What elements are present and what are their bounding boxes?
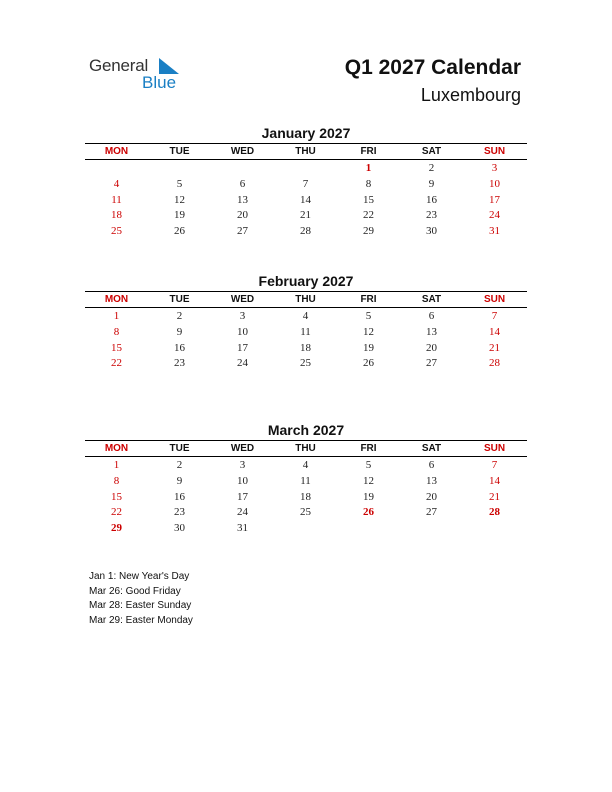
day-cell: 16: [174, 490, 185, 503]
day-cell: 31: [489, 225, 500, 238]
day-cell: 10: [237, 474, 248, 487]
generalblue-logo: [89, 56, 189, 96]
day-cell: 19: [363, 341, 374, 354]
day-cell: 2: [176, 459, 183, 471]
weekday-label: SUN: [483, 294, 506, 305]
weekday-label: FRI: [360, 146, 377, 157]
day-cell: 21: [489, 490, 500, 503]
day-cell: 25: [111, 225, 122, 238]
day-cell: 22: [111, 506, 122, 519]
weekday-label: WED: [230, 294, 255, 305]
day-cell: 7: [491, 459, 498, 471]
day-cell: 16: [426, 193, 437, 206]
day-cell: 2: [428, 162, 435, 174]
day-cell: 10: [237, 325, 248, 338]
month-february: [85, 272, 527, 372]
day-cell: 2: [176, 310, 183, 322]
weekday-label: TUE: [169, 443, 190, 454]
empty-day-cell: [274, 521, 337, 537]
day-cell: 26: [363, 357, 374, 370]
day-cell: 5: [176, 177, 183, 190]
day-cell: 18: [300, 490, 311, 503]
week-row: [85, 309, 527, 325]
day-cell: 26: [363, 506, 374, 519]
day-cell: 12: [174, 193, 185, 206]
day-cell: 14: [489, 474, 500, 487]
day-cell: 13: [426, 474, 437, 487]
weekday-label: SUN: [483, 443, 506, 454]
weekday-header: [85, 291, 527, 308]
empty-day-cell: [148, 161, 211, 177]
day-cell: 21: [489, 341, 500, 354]
weekday-label: SAT: [421, 146, 442, 157]
weekday-label: WED: [230, 443, 255, 454]
day-cell: 24: [237, 506, 248, 519]
day-cell: 3: [491, 162, 498, 174]
day-cell: 27: [237, 225, 248, 238]
day-cell: 29: [363, 225, 374, 238]
holiday-note: Mar 26: Good Friday: [89, 585, 181, 597]
day-cell: 6: [428, 459, 435, 471]
weekday-label: MON: [104, 294, 129, 305]
day-cell: 8: [365, 177, 372, 190]
day-cell: 22: [111, 357, 122, 370]
week-row: [85, 325, 527, 341]
logo-triangle-icon: [159, 58, 179, 74]
day-cell: 24: [237, 357, 248, 370]
weekday-label: SAT: [421, 294, 442, 305]
day-cell: 16: [174, 341, 185, 354]
day-cell: 18: [300, 341, 311, 354]
day-cell: 23: [174, 357, 185, 370]
weekday-label: FRI: [360, 443, 377, 454]
day-cell: 11: [111, 193, 122, 206]
day-cell: 6: [239, 177, 246, 190]
day-cell: 1: [365, 162, 372, 174]
day-cell: 14: [489, 325, 500, 338]
logo-general-text: General: [89, 56, 149, 75]
day-cell: 8: [113, 325, 120, 338]
day-cell: 19: [174, 209, 185, 222]
week-row: [85, 193, 527, 209]
weekday-label: FRI: [360, 294, 377, 305]
day-cell: 7: [491, 310, 498, 322]
day-cell: 25: [300, 357, 311, 370]
day-cell: 12: [363, 325, 374, 338]
day-cell: 9: [428, 177, 435, 190]
day-cell: 20: [426, 490, 437, 503]
day-cell: 7: [302, 177, 309, 190]
day-cell: 8: [113, 474, 120, 487]
empty-day-cell: [463, 521, 526, 537]
empty-day-cell: [337, 521, 400, 537]
day-cell: 4: [302, 459, 309, 471]
day-cell: 17: [237, 341, 248, 354]
month-march: [85, 421, 527, 537]
weekday-label: TUE: [169, 294, 190, 305]
day-cell: 21: [300, 209, 311, 222]
weekday-label: THU: [295, 294, 316, 305]
week-row: [85, 341, 527, 357]
week-row: [85, 356, 527, 372]
holiday-note: Jan 1: New Year's Day: [89, 571, 190, 582]
day-cell: 13: [426, 325, 437, 338]
weekday-label: MON: [104, 146, 129, 157]
empty-day-cell: [85, 161, 148, 177]
weekday-label: WED: [230, 146, 255, 157]
day-cell: 15: [111, 341, 122, 354]
empty-day-cell: [211, 161, 274, 177]
weekday-label: SUN: [483, 146, 506, 157]
week-row: [85, 474, 527, 490]
weekday-label: TUE: [169, 146, 190, 157]
weekday-header: [85, 440, 527, 457]
weekday-label: THU: [295, 146, 316, 157]
day-cell: 27: [426, 357, 437, 370]
week-row: [85, 505, 527, 521]
month-title: February 2027: [258, 273, 354, 289]
country-subtitle: Luxembourg: [420, 85, 521, 105]
month-weeks: [85, 457, 527, 537]
day-cell: 15: [363, 193, 374, 206]
day-cell: 30: [426, 225, 437, 238]
day-cell: 9: [176, 474, 183, 487]
day-cell: 12: [363, 474, 374, 487]
day-cell: 27: [426, 506, 437, 519]
week-row: [85, 161, 527, 177]
day-cell: 1: [113, 459, 120, 471]
week-row: [85, 490, 527, 506]
day-cell: 29: [111, 522, 122, 535]
logo-blue-text: Blue: [142, 73, 177, 92]
day-cell: 6: [428, 310, 435, 322]
day-cell: 17: [489, 193, 500, 206]
holiday-note: Mar 29: Easter Monday: [89, 614, 193, 626]
day-cell: 23: [426, 209, 437, 222]
day-cell: 9: [176, 325, 183, 338]
weekday-label: SAT: [421, 443, 442, 454]
weekday-label: MON: [104, 443, 129, 454]
day-cell: 4: [302, 310, 309, 322]
weekday-header: [85, 143, 527, 160]
day-cell: 4: [113, 177, 120, 190]
day-cell: 31: [237, 522, 248, 535]
empty-day-cell: [400, 521, 463, 537]
week-row: [85, 208, 527, 224]
week-row: [85, 177, 527, 193]
week-row: [85, 224, 527, 240]
day-cell: 28: [489, 357, 500, 370]
day-cell: 26: [174, 225, 185, 238]
day-cell: 5: [365, 459, 372, 471]
holiday-notes: [89, 570, 193, 628]
day-cell: 5: [365, 310, 372, 322]
day-cell: 30: [174, 522, 185, 535]
day-cell: 11: [300, 325, 311, 338]
month-weeks: [85, 160, 527, 240]
day-cell: 28: [300, 225, 311, 238]
month-weeks: [85, 308, 527, 372]
day-cell: 19: [363, 490, 374, 503]
day-cell: 3: [239, 310, 246, 322]
day-cell: 14: [300, 193, 311, 206]
day-cell: 23: [174, 506, 185, 519]
day-cell: 11: [300, 474, 311, 487]
day-cell: 10: [489, 177, 500, 190]
day-cell: 17: [237, 490, 248, 503]
day-cell: 20: [237, 209, 248, 222]
day-cell: 1: [113, 310, 120, 322]
week-row: [85, 458, 527, 474]
day-cell: 3: [239, 459, 246, 471]
day-cell: 24: [489, 209, 500, 222]
week-row: [85, 521, 527, 537]
day-cell: 22: [363, 209, 374, 222]
holiday-note: Mar 28: Easter Sunday: [89, 600, 192, 611]
day-cell: 13: [237, 193, 248, 206]
day-cell: 20: [426, 341, 437, 354]
day-cell: 28: [489, 506, 500, 519]
weekday-label: THU: [295, 443, 316, 454]
page-title: Q1 2027 Calendar: [344, 56, 521, 79]
day-cell: 15: [111, 490, 122, 503]
month-january: [85, 124, 527, 240]
day-cell: 25: [300, 506, 311, 519]
empty-day-cell: [274, 161, 337, 177]
day-cell: 18: [111, 209, 122, 222]
month-title: January 2027: [261, 125, 351, 141]
month-title: March 2027: [267, 422, 345, 438]
